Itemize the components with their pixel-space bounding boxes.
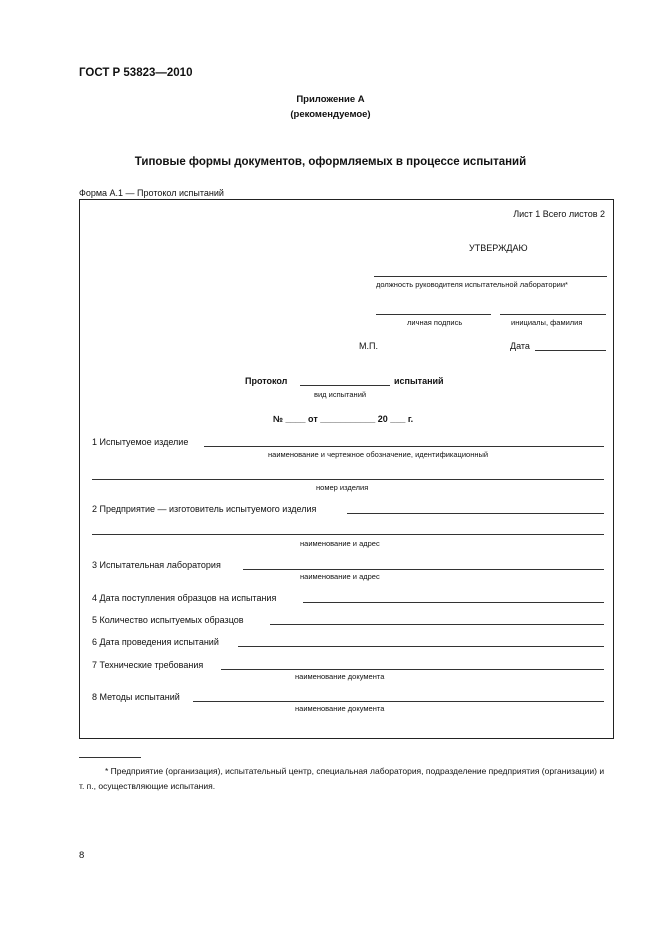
item-tested-product: 1 Испытуемое изделие — [92, 437, 189, 447]
position-line — [374, 276, 607, 277]
item-caption: наименование и чертежное обозначение, идентификационный — [268, 450, 489, 459]
protocol-form — [79, 199, 614, 739]
footnote: * Предприятие (организация), испытательный центр, специальная лаборатория, подразделение предприятия (организации) и т. п., осуществляющие испытания. — [79, 766, 605, 791]
item-test-methods: 8 Методы испытаний — [92, 692, 180, 702]
item-manufacturer: 2 Предприятие — изготовитель испытуемого изделия — [92, 504, 317, 514]
test-type-caption: вид испытаний — [314, 390, 367, 399]
form-caption: Форма А.1 — Протокол испытаний — [79, 188, 224, 198]
item-line — [204, 446, 604, 447]
footnote-separator — [79, 757, 141, 758]
item-line — [221, 669, 604, 670]
initials-line — [500, 314, 606, 315]
item-caption: наименование документа — [295, 704, 385, 713]
item-line — [193, 701, 604, 702]
protocol-suffix: испытаний — [394, 376, 444, 386]
page-number: 8 — [79, 850, 85, 861]
item-line — [347, 513, 604, 514]
item-caption: наименование документа — [295, 672, 385, 681]
signature-caption: личная подпись — [407, 318, 463, 327]
item-caption: наименование и адрес — [300, 539, 380, 548]
item-tech-requirements: 7 Технические требования — [92, 660, 204, 670]
initials-caption: инициалы, фамилия — [511, 318, 583, 327]
item-line — [238, 646, 604, 647]
stamp-label: М.П. — [359, 341, 378, 351]
item-sample-count: 5 Количество испытуемых образцов — [92, 615, 244, 625]
signature-line — [376, 314, 491, 315]
item-receipt-date: 4 Дата поступления образцов на испытания — [92, 593, 277, 603]
approve-label: УТВЕРЖДАЮ — [469, 243, 528, 253]
date-label: Дата — [510, 341, 530, 351]
position-caption: должность руководителя испытательной лаборатории* — [376, 280, 568, 289]
protocol-prefix: Протокол — [245, 376, 288, 386]
item-line — [92, 479, 604, 480]
item-line — [92, 534, 604, 535]
item-test-date: 6 Дата проведения испытаний — [92, 637, 219, 647]
item-caption: наименование и адрес — [300, 572, 380, 581]
sheet-count: Лист 1 Всего листов 2 — [513, 209, 605, 219]
item-line — [303, 602, 604, 603]
appendix-subtitle: (рекомендуемое) — [290, 109, 371, 120]
item-caption: номер изделия — [316, 483, 369, 492]
item-line — [243, 569, 604, 570]
protocol-number-line: № ____ от ___________ 20 ___ г. — [273, 414, 414, 424]
section-title: Типовые формы документов, оформляемых в процессе испытаний — [134, 156, 527, 168]
protocol-line — [300, 385, 390, 386]
date-line — [535, 350, 606, 351]
appendix-title: Приложение А — [296, 94, 365, 105]
item-laboratory: 3 Испытательная лаборатория — [92, 560, 221, 570]
item-line — [270, 624, 604, 625]
document-code: ГОСТ Р 53823—2010 — [79, 67, 193, 79]
